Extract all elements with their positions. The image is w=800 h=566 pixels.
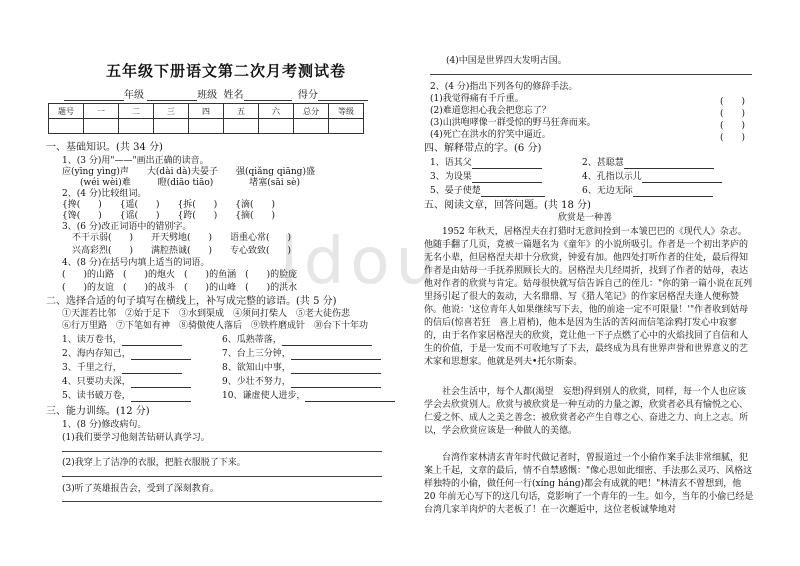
score-cell[interactable]: [294, 119, 329, 134]
score-header-cell: 五: [224, 104, 259, 119]
answer-blank[interactable]: [122, 335, 182, 346]
score-cell[interactable]: [224, 119, 259, 134]
answer-blank[interactable]: [291, 363, 381, 374]
answer-blank[interactable]: [122, 363, 182, 374]
section-3-heading: 三、能力训练。(12 分): [46, 406, 150, 417]
word-item: 5、晏子使楚: [430, 186, 545, 197]
score-cell[interactable]: [259, 119, 294, 134]
word-item: 3、为设果: [430, 172, 542, 183]
q3-prompt: 3、(6 分)改正词语中的错别字。: [62, 222, 192, 232]
name-blank[interactable]: [244, 90, 292, 101]
score-header-cell: 题号: [49, 104, 84, 119]
header-fields: [64, 86, 368, 101]
score-cell[interactable]: [84, 119, 119, 134]
q1-prompt: 1、(3 分)用"——"画出正确的读音。: [62, 156, 209, 166]
word-item: 6、无边无际: [582, 186, 713, 197]
rhetoric-prompt: 2、(4 分)指出下列各句的修辞手法。: [430, 82, 578, 92]
answer-blank[interactable]: [481, 186, 545, 197]
answer-blank[interactable]: [291, 377, 381, 388]
proverb-item: 5、读书破万卷，: [62, 391, 191, 402]
answer-line[interactable]: [62, 501, 382, 502]
answer-line[interactable]: [430, 74, 752, 75]
q4-line-b: ( )的友谊 ( )的战斗 ( )的山峰 ( )的洪水: [62, 283, 298, 293]
story-paragraph-1: 1952 年秋天，居格涅夫在打猎时无意间捡到一本皱巴巴的《现代人》杂志。他随手翻了几页，竟被一篇题名为《童年》的小说所吸引。作者是一个初出茅庐的无名小辈，但居格涅夫却十分欣赏，钟爱有加。他四处打听作者的住处，最后得知作者是由姑母一手抚养照顾长大的。居格涅夫几经周折，找到了作者的姑母，表达他对作者的欣赏与肯定。姑母很快就写信告诉自己的侄儿："你的第一篇小说在瓦列里扬引起了很大的轰动，大名鼎鼎、写《猎人笔记》的作家居格涅夫逢人便称赞你。他说：'这位青年人如果继续写下去，他的前途一定不可限量！'"作者收到姑母的信后(惊喜若狂 喜上眉梢)，他本是因为生活的苦闷而信笔涂鸦打发心中寂寥的，由于名作家居格涅夫的欣赏，竟让他一下子点燃了心中的火焰找回了自信和人生的价值，于是一发而不可收地写了下去，最终成为具有世界声誉和世界意义的艺术家和思想家。他就是列夫•托尔斯泰。: [424, 227, 753, 367]
q5-prompt: 1、(8 分)修改病句。: [62, 420, 147, 430]
answer-blank[interactable]: [131, 349, 191, 360]
watermark: ldou: [280, 225, 443, 299]
score-cell[interactable]: [154, 119, 189, 134]
q1-line-a: 应(yīng yìng)声 大(dài dà)夫晏子 强(qiǎng qiāng)盛: [62, 167, 315, 177]
answer-bracket[interactable]: ( ): [720, 121, 746, 131]
score-header-cell: 一: [84, 104, 119, 119]
rhetoric-4: (4)死亡在洪水的狞笑中逼近。: [430, 130, 551, 140]
score-table: [48, 103, 364, 134]
score-cell[interactable]: [329, 119, 364, 134]
answer-blank[interactable]: [472, 172, 542, 183]
grade-blank[interactable]: [64, 90, 124, 101]
answer-blank[interactable]: [642, 172, 722, 183]
score-header-cell: 总分: [294, 104, 329, 119]
class-label: 班级: [197, 90, 218, 101]
answer-blank[interactable]: [305, 391, 395, 402]
section-5-heading: 五、阅读文章，回答问题。(共 18 分): [424, 200, 591, 211]
proverb-item: 3、千里之行，: [62, 363, 182, 374]
story-paragraph-3: 台湾作家林清玄青年时代做记者时，曾报道过一个小偷作案手法非常细腻，犯案上千起，文章的最后，情不自禁感慨："像心思如此细密、手法那么灵巧、风格这样独特的小偷，做任何一行(xíng háng)都会有成就的吧！"林清玄不曾想到，他 20 年前无心写下的这几句话，竟影响了一个青年的一生。如今，当年的小偷已经是台湾几家羊肉炉的大老板了！在一次邂逅中，这位老板诚挚地对: [424, 453, 754, 515]
answer-blank[interactable]: [291, 349, 381, 360]
proverb-item: 7、台上三分钟，: [222, 349, 381, 360]
q2-line-a: {搀( ) {遥( ) {拆( ) {滴( ): [62, 200, 275, 210]
section-1-heading: 一、基础知识。(共 34 分): [46, 142, 163, 153]
section-4-heading: 四、解释带点的字。(6 分): [424, 143, 542, 154]
page-title: 五年级下册语文第二次月考测试卷: [106, 62, 347, 80]
q3-line-a: 不干示弱( ) 开天劈地( ) 语重心常( ): [72, 233, 292, 243]
r-q4-sentence: (4)中国是世界四大发明古国。: [446, 56, 567, 66]
q4-line-a: ( )的山路 ( )的炮火 ( )的鱼涵 ( )的脸庞: [62, 270, 298, 280]
score-blank[interactable]: [318, 90, 368, 101]
word-item: 4、孔指以示儿: [582, 172, 722, 183]
word-item: 2、甚聪慧: [582, 158, 714, 169]
q5-sentence-1: (1)我们要学习他刻苦钻研认真学习。: [62, 433, 210, 443]
q5-sentence-2: (2)我穿上了洁净的衣服，把脏衣服脱了下来。: [62, 458, 246, 468]
grade-label: 年级: [124, 90, 144, 101]
answer-blank[interactable]: [282, 335, 372, 346]
q1-line-b: (wéi wèi)难 瞪(diāo tiāo) 堵塞(sāi sè): [62, 178, 300, 188]
name-label: 姓名: [223, 90, 244, 101]
rhetoric-1: (1)我觉得痛有千斤重。: [430, 94, 524, 104]
section-2-heading: 二、选择合适的句子填写在横线上，补写成完整的谚语。(共 5 分): [46, 296, 337, 307]
q4-prompt: 4、(8 分)在括号内填上适当的词语。: [62, 258, 210, 268]
answer-blank[interactable]: [131, 391, 191, 402]
proverb-item: 4、只要功夫深，: [62, 377, 191, 388]
answer-line[interactable]: [62, 476, 382, 477]
score-header-cell: 四: [189, 104, 224, 119]
q2-prompt: 2、(4 分)比较组词。: [62, 189, 147, 199]
story-title: 欣赏是一种善: [558, 213, 613, 223]
proverb-item: 10、谦虚使人进步，: [222, 391, 395, 402]
answer-blank[interactable]: [472, 158, 542, 169]
score-cell[interactable]: [119, 119, 154, 134]
q2-line-b: {馋( ) {谣( ) {跨( ) {摘( ): [62, 211, 275, 221]
q3-line-b: 兴高彩烈( ) 满腔热诚( ) 专心致致( ): [72, 246, 292, 256]
score-cell[interactable]: [189, 119, 224, 134]
class-blank[interactable]: [147, 90, 197, 101]
proverb-options-b: ⑥行万里路 ⑦下笔如有神 ⑧骑傲使人落后 ⑨铁杵磨成针 ⑩台下十年功: [62, 321, 369, 331]
score-cell[interactable]: [49, 119, 84, 134]
proverb-item: 6、瓜熟蒂落，: [222, 335, 372, 346]
answer-bracket[interactable]: ( ): [720, 133, 746, 143]
proverb-item: 1、读万卷书，: [62, 335, 182, 346]
answer-bracket[interactable]: ( ): [720, 97, 746, 107]
proverb-item: 2、海内存知己，: [62, 349, 191, 360]
proverb-options-a: ①天涯若比邻 ②始于足下 ③水到渠成 ④须问打柴人 ⑤老大徒伤悲: [62, 309, 351, 319]
score-label: 得分: [297, 90, 318, 101]
answer-blank[interactable]: [131, 377, 191, 388]
score-header-cell: 三: [154, 104, 189, 119]
score-header-cell: 二: [119, 104, 154, 119]
answer-blank[interactable]: [633, 186, 713, 197]
answer-bracket[interactable]: ( ): [720, 109, 746, 119]
answer-line[interactable]: [62, 451, 382, 452]
answer-blank[interactable]: [624, 158, 714, 169]
score-header-cell: 等级: [329, 104, 364, 119]
rhetoric-3: (3)山洪咆哮像一群受惊的野马狂奔而来。: [430, 118, 596, 128]
q5-sentence-3: (3)听了英雄报告会，受到了深刻教育。: [62, 484, 219, 494]
word-item: 1、语其父: [430, 158, 542, 169]
score-header-cell: 六: [259, 104, 294, 119]
proverb-item: 8、欲知山中事，: [222, 363, 381, 374]
proverb-item: 9、少壮不努力，: [222, 377, 381, 388]
story-paragraph-2: 社会生活中，每个人都(渴望 妄想)得到别人的欣赏，同样，每一个人也应该学会去欣赏别人。欣赏与被欣赏是一种互动的力量之源，欣赏者必具有愉悦之心、仁爱之怀、成人之美之善念；被欣赏者必产生自尊之心、奋进之力、向上之志。所以，学会欣赏应该是一种做人的美德。: [424, 387, 749, 436]
rhetoric-2: (2)难道您担心我会把您忘了？: [430, 106, 551, 116]
